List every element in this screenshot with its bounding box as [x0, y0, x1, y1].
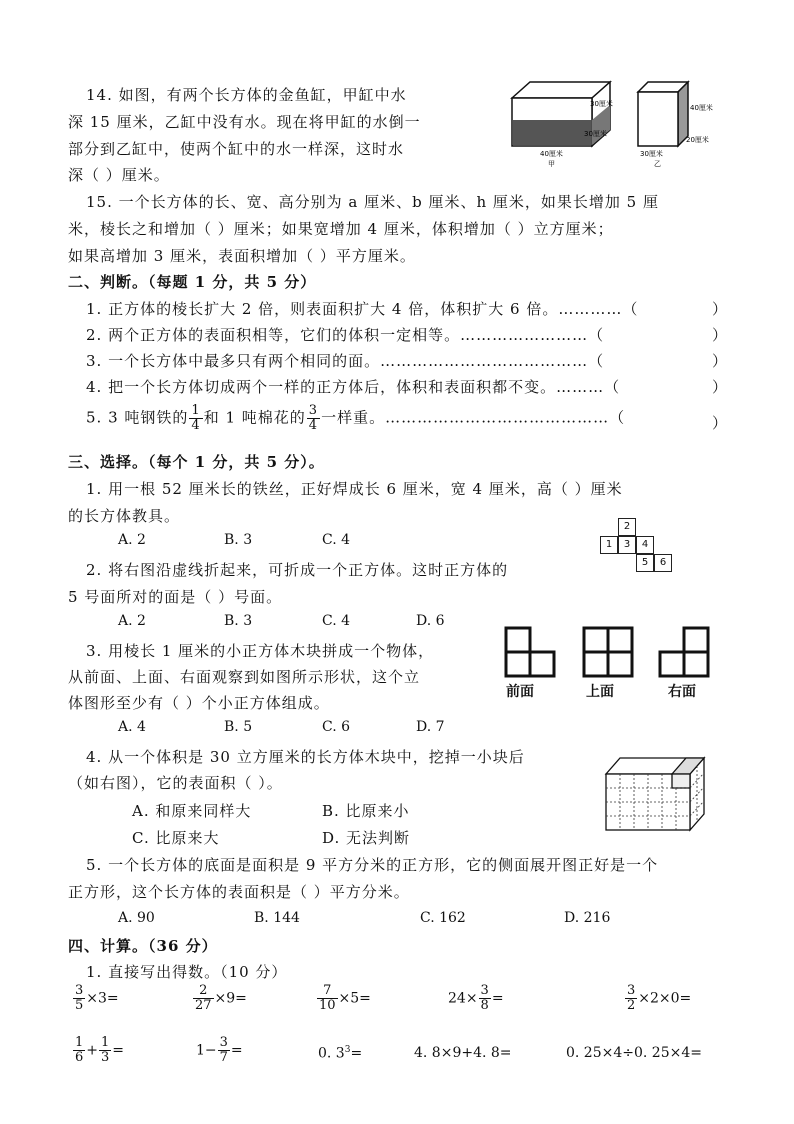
fraction: $\frac{1}{4}$	[191, 403, 201, 433]
q15-line2: 米，棱长之和增加（ ）厘米；如果宽增加 4 厘米，体积增加（ ）立方厘米；	[68, 220, 614, 238]
q15-line3: 如果高增加 3 厘米，表面积增加（ ）平方厘米。	[68, 247, 416, 265]
judge-close-3: ）	[712, 352, 729, 370]
q15-line1: 15. 一个长方体的长、宽、高分别为 a 厘米、b 厘米、h 厘米，如果长增加 5 厘	[86, 193, 659, 211]
choice-q2-line1: 2. 将右图沿虚线折起来，可折成一个正方体。这时正方体的	[86, 561, 509, 579]
section4-title: 四、计算。（36 分）	[68, 937, 218, 955]
net-face-1: 1	[600, 536, 618, 554]
judge-close-4: ）	[712, 378, 729, 396]
jia-depth-label: 30厘米	[584, 130, 607, 138]
calc-item-7: 1− $\frac{3}{7}$ =	[196, 1035, 243, 1065]
fraction: $\frac{1}{6}$	[75, 1035, 84, 1065]
choice-q2-line2: 5 号面所对的面是（ ）号面。	[68, 588, 283, 606]
judge-close-1: ）	[712, 300, 729, 318]
judge-item-2: 2. 两个正方体的表面积相等，它们的体积一定相等。……………………（	[86, 326, 605, 344]
q5-option-d: D. 216	[564, 910, 611, 926]
q1-option-a: A. 2	[118, 532, 146, 548]
q3-option-a: A. 4	[118, 719, 146, 735]
net-face-6: 6	[654, 554, 672, 572]
choice-q1-line2: 的长方体教具。	[68, 507, 181, 525]
q5-option-a: A. 90	[118, 910, 155, 926]
q1-option-b: B. 3	[224, 532, 253, 548]
judge-close-5: ）	[712, 414, 729, 432]
front-view-label: 前面	[506, 684, 534, 700]
choice-q3-line3: 体图形至少有（ ）个小正方体组成。	[68, 694, 330, 712]
choice-q5-line2: 正方形，这个长方体的表面积是（ ）平方分米。	[68, 883, 410, 901]
jia-width-label: 40厘米	[540, 150, 563, 158]
choice-q4-line2: （如右图），它的表面积（ ）。	[68, 774, 283, 792]
cube-net-figure	[594, 516, 684, 578]
q4-option-b: B. 比原来小	[322, 802, 410, 820]
net-face-3: 3	[618, 536, 636, 554]
judge-item-1: 1. 正方体的棱长扩大 2 倍，则表面积扩大 4 倍，体积扩大 6 倍。…………（	[86, 300, 639, 318]
tank-yi	[638, 82, 688, 146]
choice-q3-line1: 3. 用棱长 1 厘米的小正方体木块拼成一个物体，	[86, 642, 435, 660]
yi-width-label: 30厘米	[640, 150, 663, 158]
calc-item-2: $\frac{2}{27}$ ×9=	[195, 983, 247, 1013]
cut-cuboid-figure	[600, 748, 710, 838]
choice-q4-line1: 4. 从一个体积是 30 立方厘米的长方体木块中，挖掉一小块后	[86, 748, 525, 766]
jia-name: 甲	[548, 160, 555, 168]
q14-answer-line: 深（ ）厘米。	[68, 166, 170, 184]
q2-option-b: B. 3	[224, 613, 253, 629]
fraction: $\frac{1}{3}$	[101, 1035, 110, 1065]
choice-q1-line1: 1. 用一根 52 厘米长的铁丝，正好焊成长 6 厘米，宽 4 厘米，高（ ）厘米	[86, 480, 623, 498]
q5-option-c: C. 162	[420, 910, 466, 926]
q5-option-b: B. 144	[254, 910, 300, 926]
q3-option-c: C. 6	[322, 719, 351, 735]
calc-item-3: $\frac{7}{10}$ ×5=	[319, 983, 371, 1013]
q2-option-d: D. 6	[416, 613, 445, 629]
q1-option-c: C. 4	[322, 532, 351, 548]
net-face-4: 4	[636, 536, 654, 554]
fraction: $\frac{3}{5}$	[75, 983, 84, 1013]
fraction: $\frac{3}{7}$	[219, 1035, 228, 1065]
fraction: $\frac{3}{2}$	[627, 983, 636, 1013]
q4-option-c: C. 比原来大	[132, 829, 220, 847]
q14-line2: 深 15 厘米，乙缸中没有水。现在将甲缸的水倒一	[68, 113, 421, 131]
calc-item-1: $\frac{3}{5}$ ×3=	[75, 983, 119, 1013]
yi-name: 乙	[654, 160, 661, 168]
net-face-2: 2	[618, 518, 636, 536]
section2-title: 二、判断。（每题 1 分，共 5 分）	[68, 273, 317, 291]
choice-q3-line2: 从前面、上面、右面观察到如图所示形状，这个立	[68, 668, 421, 686]
calc-item-6: $\frac{1}{6}$ + $\frac{1}{3}$ =	[75, 1035, 125, 1065]
fish-tank-figure	[506, 72, 730, 182]
calc-item-9: 4. 8×9+4. 8=	[414, 1045, 512, 1061]
judge-close-2: ）	[712, 326, 729, 344]
right-view-label: 右面	[668, 684, 696, 700]
calc-item-8: 0. $3^3=$	[318, 1045, 363, 1062]
q2-option-c: C. 4	[322, 613, 351, 629]
fraction: $\frac{2}{27}$	[195, 983, 212, 1013]
calc-item-5: $\frac{3}{2}$ ×2×0=	[627, 983, 692, 1013]
q14-line3: 部分到乙缸中，使两个缸中的水一样深，这时水	[68, 140, 405, 158]
q14-line1: 14. 如图，有两个长方体的金鱼缸，甲缸中水	[86, 86, 407, 104]
fraction: $\frac{3}{4}$	[308, 403, 319, 433]
choice-q5-line1: 5. 一个长方体的底面是面积是 9 平方分米的正方形，它的侧面展开图正好是一个	[86, 856, 659, 874]
three-views-figure	[500, 622, 730, 682]
calc-subtitle: 1. 直接写出得数。（10 分）	[86, 963, 288, 981]
net-face-5: 5	[636, 554, 654, 572]
yi-height-label: 40厘米	[690, 104, 713, 112]
calc-item-4: 24× $\frac{3}{8}$ =	[448, 983, 504, 1013]
fraction: $\frac{3}{8}$	[480, 983, 489, 1013]
jia-height-label: 30厘米	[590, 100, 613, 108]
q3-option-d: D. 7	[416, 719, 445, 735]
front-view	[506, 628, 554, 676]
fraction: $\frac{7}{10}$	[319, 983, 336, 1013]
judge-item-5: 5. 3 吨钢铁的 $\frac{1}{4}$ 和 1 吨棉花的 $\frac{3}{4}$ 一样重。……………………………………（	[86, 403, 626, 433]
q4-option-d: D. 无法判断	[322, 829, 411, 847]
q2-option-a: A. 2	[118, 613, 146, 629]
top-view-label: 上面	[586, 684, 614, 700]
section3-title: 三、选择。（每个 1 分，共 5 分）。	[68, 453, 325, 471]
q4-option-a: A. 和原来同样大	[132, 802, 252, 820]
judge-item-3: 3. 一个长方体中最多只有两个相同的面。…………………………………（	[86, 352, 605, 370]
judge-item-4: 4. 把一个长方体切成两个一样的正方体后，体积和表面积都不变。………（	[86, 378, 621, 396]
calc-item-10: 0. 25×4÷0. 25×4=	[566, 1045, 702, 1061]
top-view	[584, 628, 632, 676]
right-view	[660, 628, 708, 676]
q3-option-b: B. 5	[224, 719, 253, 735]
yi-depth-label: 20厘米	[686, 136, 709, 144]
